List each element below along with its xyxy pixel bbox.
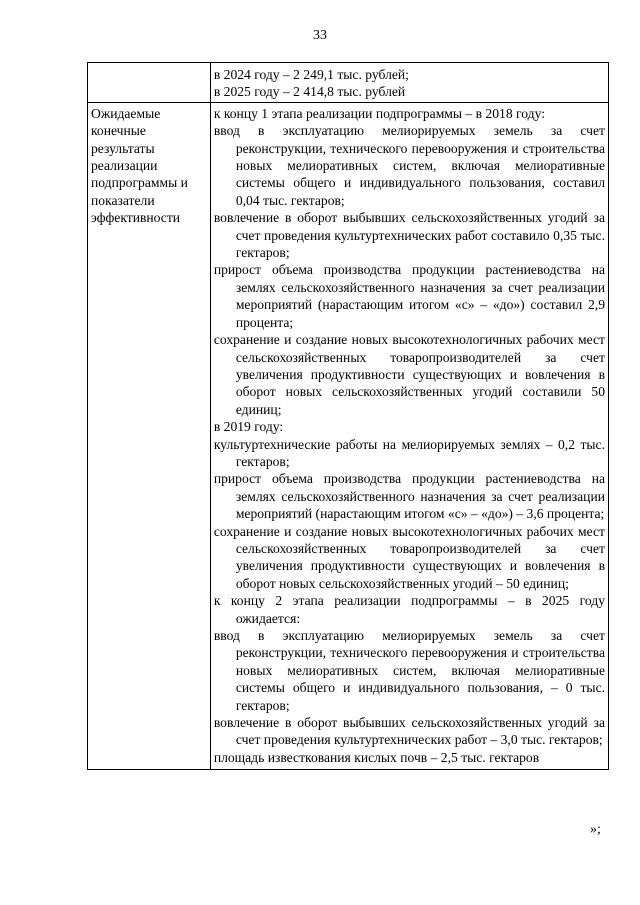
result-item: ввод в эксплуатацию мелиорируемых земель за счет реконструкции, технического перевооружения и строительства новых мелиоративных систем, включая мелиоративные системы общего и индивидуального пользования, – 0 тыс. гектаров; (213, 628, 605, 713)
result-item: вовлечение в оборот выбывших сельскохозяйственных угодий за счет проведения культуртехнических работ составило 0,35 тыс. гектаров; (213, 210, 605, 261)
stage1-heading: к концу 1 этапа реализации подпрограммы – в 2018 году: (213, 105, 545, 121)
result-item: прирост объема производства продукции растениеводства на землях сельскохозяйственного назначения за счет реализации мероприятий (нарастающим итогом «с» – «до») – 3,6 процента; (213, 471, 605, 522)
closing-quote-mark: »; (590, 822, 601, 837)
result-item: сохранение и создание новых высокотехнологичных рабочих мест сельскохозяйственных товаропроизводителей за счет увеличения продуктивности существующих и вовлечения в оборот новых сельскохозяйственных угодий – 50 единиц; (213, 523, 605, 591)
year-2019-heading: в 2019 году: (213, 419, 284, 435)
expected-results-label: Ожидаемые конечные результаты реализации подпрограммы и показатели эффективности (88, 102, 211, 769)
result-item: ввод в эксплуатацию мелиорируемых земель за счет реконструкции, технического перевооружения и строительства новых мелиоративных систем, включая мелиоративные системы общего и индивидуального пользования, составил 0,04 тыс. гектаров; (213, 123, 605, 208)
funding-2024-line: в 2024 году – 2 249,1 тыс. рублей; (213, 67, 409, 82)
funding-continuation-row (88, 63, 609, 103)
funding-2025-line: в 2025 году – 2 414,8 тыс. рублей (213, 84, 406, 100)
funding-row-label-cell (88, 63, 211, 103)
passport-table (87, 62, 609, 770)
result-item: площадь известкования кислых почв – 2,5 тыс. гектаров (213, 749, 540, 765)
funding-row-values-cell (210, 63, 608, 103)
result-item: культуртехнические работы на мелиорируемых землях – 0,2 тыс. гектаров; (213, 436, 605, 469)
result-item: прирост объема производства продукции растениеводства на землях сельскохозяйственного назначения за счет реализации мероприятий (нарастающим итогом «с» – «до») составил 2,9 процента; (213, 262, 605, 330)
expected-results-content (210, 102, 608, 769)
result-item: вовлечение в оборот выбывших сельскохозяйственных угодий за счет проведения культуртехнических работ – 3,0 тыс. гектаров; (213, 715, 605, 748)
page-number: 33 (313, 28, 327, 43)
stage2-heading: к концу 2 этапа реализации подпрограммы – в 2025 году ожидается: (213, 593, 605, 626)
result-item: сохранение и создание новых высокотехнологичных рабочих мест сельскохозяйственных товаропроизводителей за счет увеличения продуктивности существующих и вовлечения в оборот новых сельскохозяйственных угодий составили 50 единиц; (213, 332, 605, 417)
expected-results-row (88, 102, 609, 769)
